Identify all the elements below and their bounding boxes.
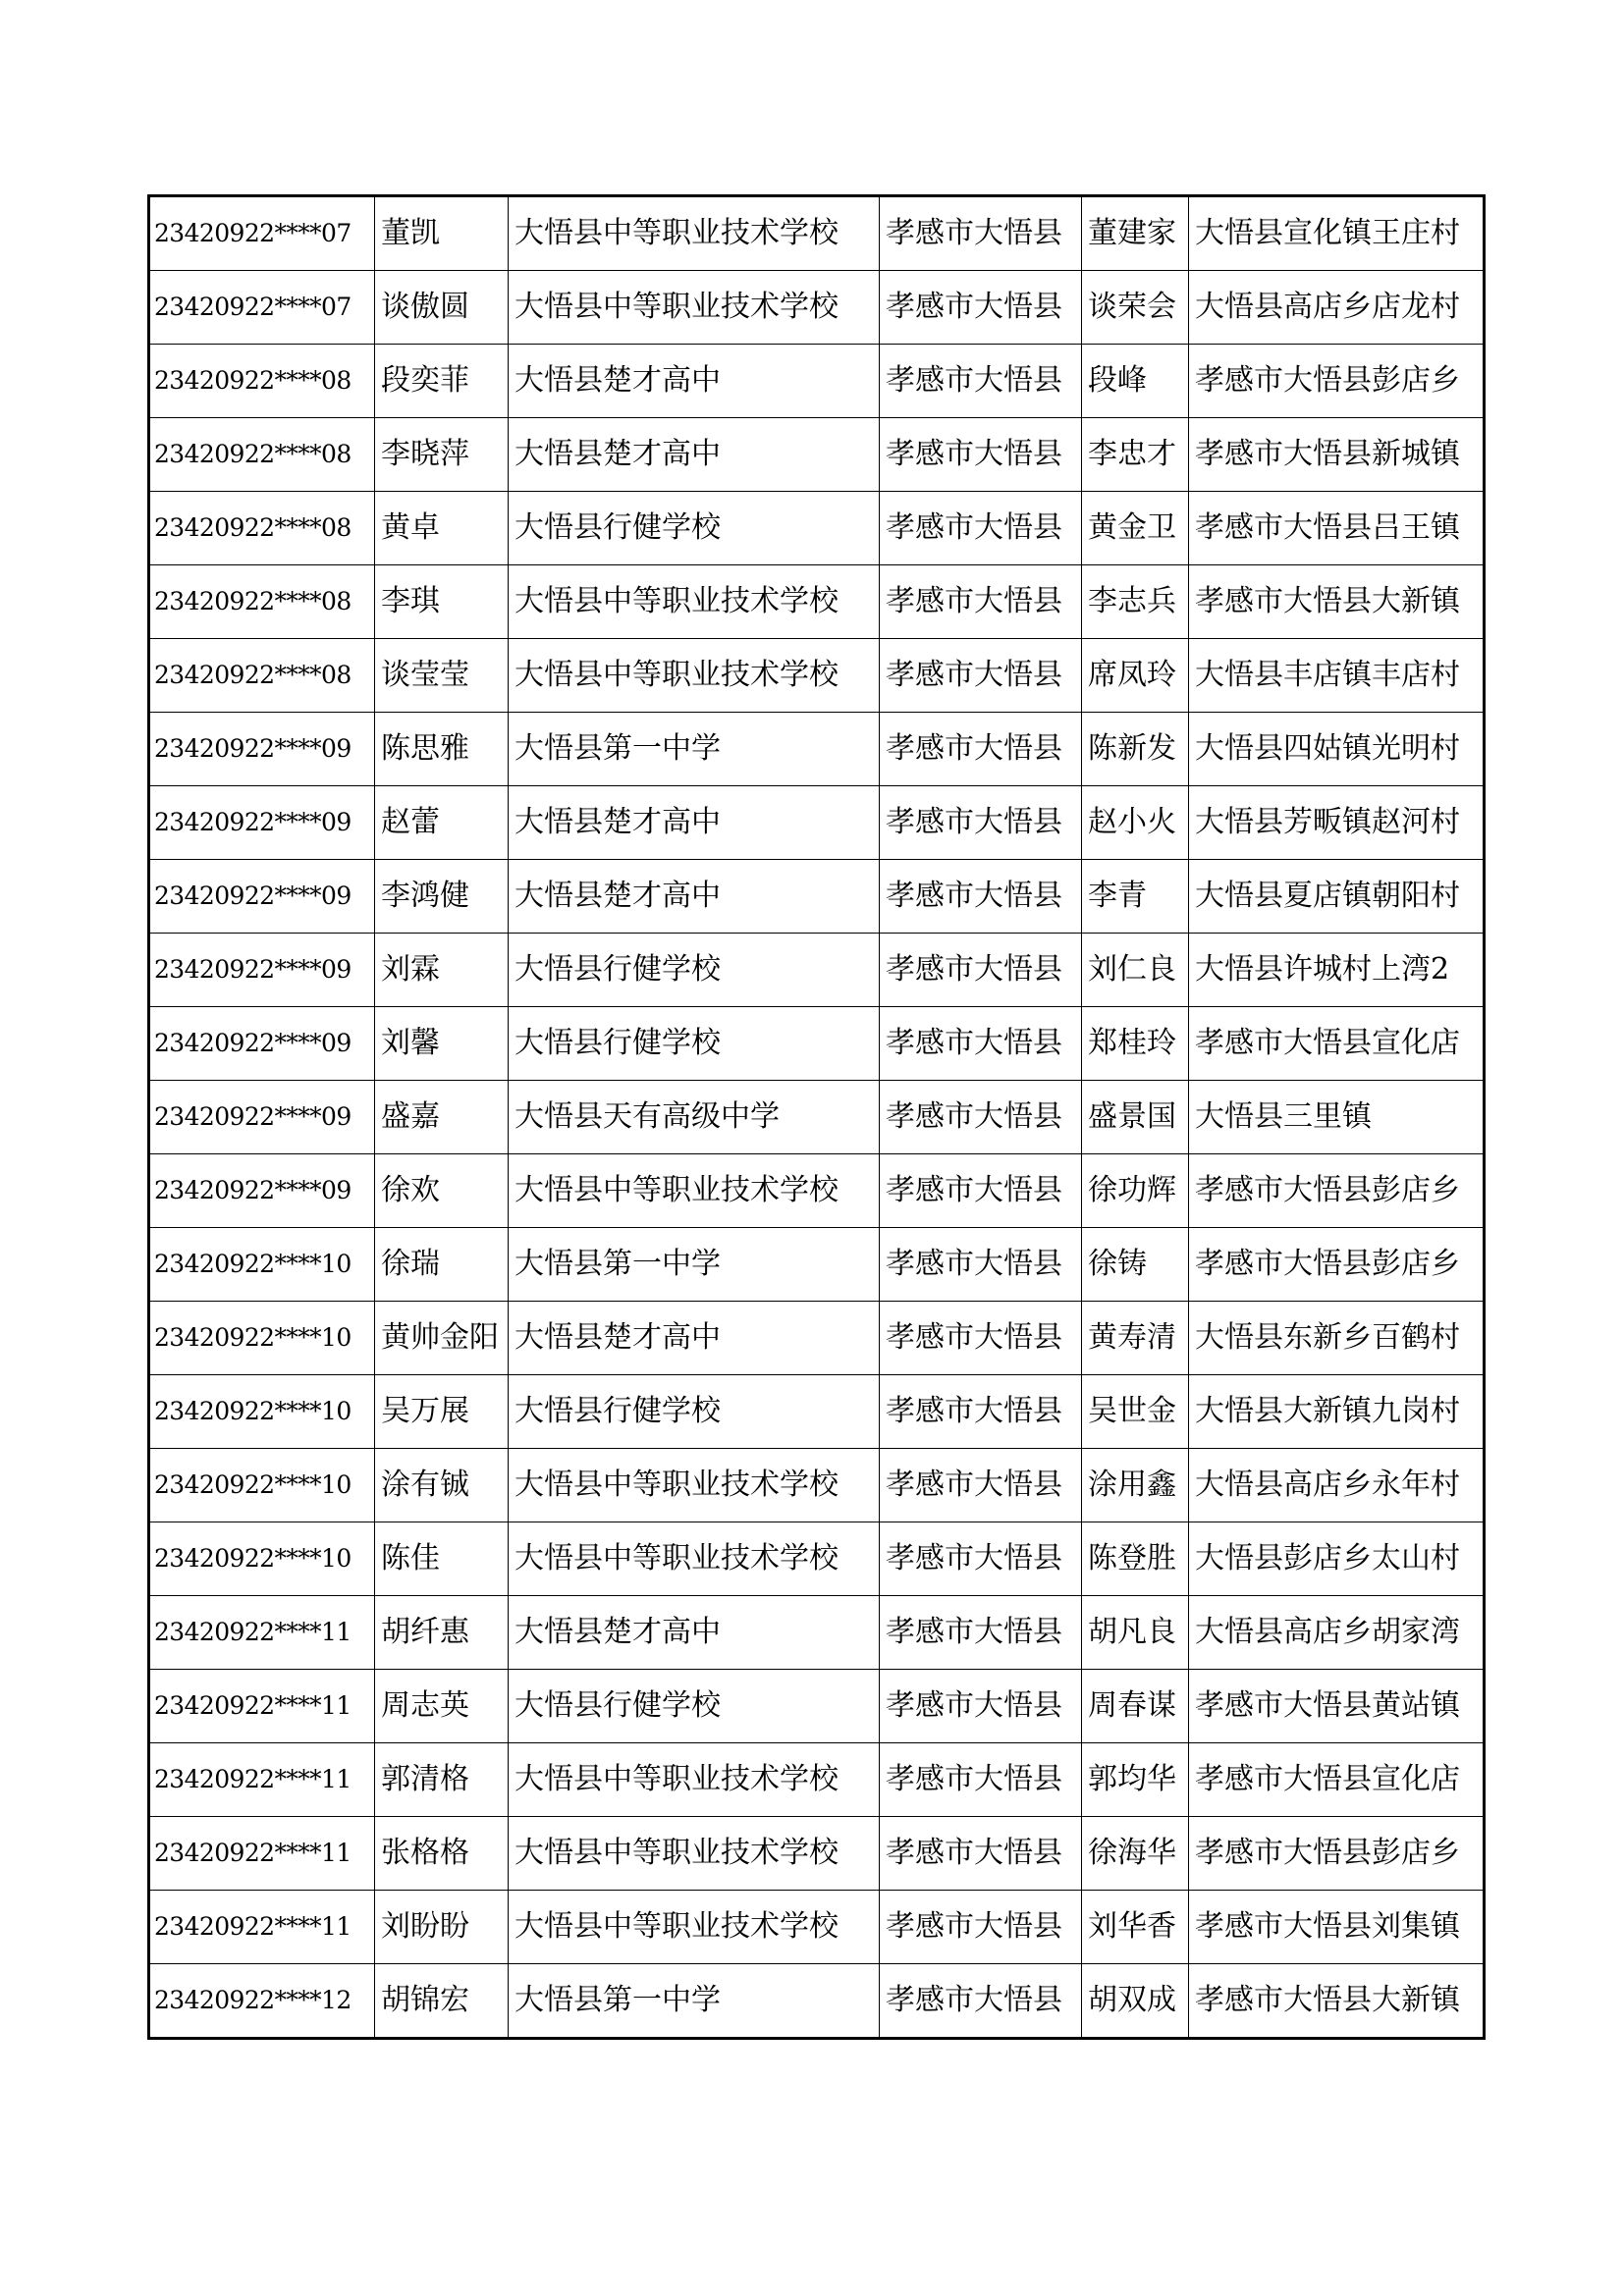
address-cell: 孝感市大悟县吕王镇 [1189, 492, 1485, 565]
name-cell: 徐瑞 [375, 1228, 509, 1302]
id-cell: 23420922****10 [149, 1302, 375, 1375]
address-cell: 孝感市大悟县新城镇 [1189, 418, 1485, 492]
school-cell: 大悟县中等职业技术学校 [509, 196, 880, 271]
address-cell: 大悟县大新镇九岗村 [1189, 1375, 1485, 1449]
name-cell: 刘霖 [375, 934, 509, 1007]
city-cell: 孝感市大悟县 [880, 713, 1082, 786]
name-cell: 李琪 [375, 565, 509, 639]
guardian-cell: 谈荣会 [1082, 271, 1189, 345]
school-cell: 大悟县第一中学 [509, 1228, 880, 1302]
name-cell: 董凯 [375, 196, 509, 271]
city-cell: 孝感市大悟县 [880, 1670, 1082, 1743]
guardian-cell: 陈登胜 [1082, 1522, 1189, 1596]
table-row [149, 1302, 1485, 1375]
table-row [149, 271, 1485, 345]
city-cell: 孝感市大悟县 [880, 1522, 1082, 1596]
guardian-cell: 徐功辉 [1082, 1154, 1189, 1228]
school-cell: 大悟县中等职业技术学校 [509, 1743, 880, 1817]
table-row [149, 1670, 1485, 1743]
guardian-cell: 刘华香 [1082, 1891, 1189, 1964]
address-cell: 大悟县三里镇 [1189, 1081, 1485, 1154]
name-cell: 张格格 [375, 1817, 509, 1891]
city-cell: 孝感市大悟县 [880, 639, 1082, 713]
id-cell: 23420922****10 [149, 1375, 375, 1449]
table-row [149, 1743, 1485, 1817]
guardian-cell: 胡凡良 [1082, 1596, 1189, 1670]
table-row [149, 1007, 1485, 1081]
city-cell: 孝感市大悟县 [880, 786, 1082, 860]
address-cell: 大悟县宣化镇王庄村 [1189, 196, 1485, 271]
id-cell: 23420922****07 [149, 271, 375, 345]
city-cell: 孝感市大悟县 [880, 345, 1082, 418]
table-row [149, 786, 1485, 860]
name-cell: 胡纤惠 [375, 1596, 509, 1670]
table-row [149, 639, 1485, 713]
school-cell: 大悟县行健学校 [509, 1670, 880, 1743]
city-cell: 孝感市大悟县 [880, 1817, 1082, 1891]
address-cell: 孝感市大悟县彭店乡 [1189, 1154, 1485, 1228]
school-cell: 大悟县中等职业技术学校 [509, 1522, 880, 1596]
id-cell: 23420922****10 [149, 1228, 375, 1302]
city-cell: 孝感市大悟县 [880, 934, 1082, 1007]
city-cell: 孝感市大悟县 [880, 1007, 1082, 1081]
address-cell: 大悟县芳畈镇赵河村 [1189, 786, 1485, 860]
id-cell: 23420922****09 [149, 1081, 375, 1154]
guardian-cell: 刘仁良 [1082, 934, 1189, 1007]
city-cell: 孝感市大悟县 [880, 1891, 1082, 1964]
id-cell: 23420922****10 [149, 1449, 375, 1522]
city-cell: 孝感市大悟县 [880, 492, 1082, 565]
school-cell: 大悟县中等职业技术学校 [509, 639, 880, 713]
id-cell: 23420922****08 [149, 565, 375, 639]
city-cell: 孝感市大悟县 [880, 1743, 1082, 1817]
name-cell: 谈莹莹 [375, 639, 509, 713]
guardian-cell: 段峰 [1082, 345, 1189, 418]
name-cell: 郭清格 [375, 1743, 509, 1817]
address-cell: 大悟县丰店镇丰店村 [1189, 639, 1485, 713]
id-cell: 23420922****09 [149, 860, 375, 934]
id-cell: 23420922****08 [149, 345, 375, 418]
address-cell: 孝感市大悟县黄站镇 [1189, 1670, 1485, 1743]
city-cell: 孝感市大悟县 [880, 1449, 1082, 1522]
address-cell: 孝感市大悟县彭店乡 [1189, 345, 1485, 418]
id-cell: 23420922****09 [149, 1007, 375, 1081]
guardian-cell: 胡双成 [1082, 1964, 1189, 2039]
table-row [149, 565, 1485, 639]
guardian-cell: 吴世金 [1082, 1375, 1189, 1449]
city-cell: 孝感市大悟县 [880, 196, 1082, 271]
name-cell: 段奕菲 [375, 345, 509, 418]
guardian-cell: 黄寿清 [1082, 1302, 1189, 1375]
guardian-cell: 李志兵 [1082, 565, 1189, 639]
guardian-cell: 郭均华 [1082, 1743, 1189, 1817]
id-cell: 23420922****12 [149, 1964, 375, 2039]
school-cell: 大悟县中等职业技术学校 [509, 1817, 880, 1891]
school-cell: 大悟县行健学校 [509, 934, 880, 1007]
id-cell: 23420922****11 [149, 1891, 375, 1964]
city-cell: 孝感市大悟县 [880, 860, 1082, 934]
table-row [149, 1375, 1485, 1449]
guardian-cell: 郑桂玲 [1082, 1007, 1189, 1081]
guardian-cell: 周春谋 [1082, 1670, 1189, 1743]
id-cell: 23420922****11 [149, 1670, 375, 1743]
roster-table-body [149, 196, 1485, 2039]
name-cell: 谈傲圆 [375, 271, 509, 345]
guardian-cell: 盛景国 [1082, 1081, 1189, 1154]
table-row [149, 1522, 1485, 1596]
table-row [149, 1228, 1485, 1302]
name-cell: 刘馨 [375, 1007, 509, 1081]
id-cell: 23420922****11 [149, 1596, 375, 1670]
address-cell: 孝感市大悟县大新镇 [1189, 1964, 1485, 2039]
school-cell: 大悟县楚才高中 [509, 860, 880, 934]
name-cell: 李晓萍 [375, 418, 509, 492]
address-cell: 大悟县东新乡百鹤村 [1189, 1302, 1485, 1375]
school-cell: 大悟县中等职业技术学校 [509, 1891, 880, 1964]
city-cell: 孝感市大悟县 [880, 1964, 1082, 2039]
address-cell: 孝感市大悟县彭店乡 [1189, 1228, 1485, 1302]
guardian-cell: 李忠才 [1082, 418, 1189, 492]
school-cell: 大悟县楚才高中 [509, 786, 880, 860]
address-cell: 孝感市大悟县宣化店 [1189, 1007, 1485, 1081]
table-row [149, 1449, 1485, 1522]
guardian-cell: 陈新发 [1082, 713, 1189, 786]
table-row [149, 418, 1485, 492]
name-cell: 陈思雅 [375, 713, 509, 786]
guardian-cell: 涂用鑫 [1082, 1449, 1189, 1522]
address-cell: 孝感市大悟县刘集镇 [1189, 1891, 1485, 1964]
id-cell: 23420922****08 [149, 418, 375, 492]
school-cell: 大悟县楚才高中 [509, 345, 880, 418]
guardian-cell: 李青 [1082, 860, 1189, 934]
id-cell: 23420922****11 [149, 1817, 375, 1891]
city-cell: 孝感市大悟县 [880, 1596, 1082, 1670]
guardian-cell: 席凤玲 [1082, 639, 1189, 713]
school-cell: 大悟县行健学校 [509, 1007, 880, 1081]
table-row [149, 196, 1485, 271]
address-cell: 孝感市大悟县宣化店 [1189, 1743, 1485, 1817]
school-cell: 大悟县天有高级中学 [509, 1081, 880, 1154]
name-cell: 李鸿健 [375, 860, 509, 934]
name-cell: 涂有铖 [375, 1449, 509, 1522]
id-cell: 23420922****10 [149, 1522, 375, 1596]
guardian-cell: 徐海华 [1082, 1817, 1189, 1891]
id-cell: 23420922****08 [149, 639, 375, 713]
name-cell: 刘盼盼 [375, 1891, 509, 1964]
city-cell: 孝感市大悟县 [880, 1302, 1082, 1375]
id-cell: 23420922****09 [149, 934, 375, 1007]
guardian-cell: 赵小火 [1082, 786, 1189, 860]
table-row [149, 1964, 1485, 2039]
school-cell: 大悟县楚才高中 [509, 418, 880, 492]
table-row [149, 345, 1485, 418]
address-cell: 大悟县彭店乡太山村 [1189, 1522, 1485, 1596]
table-row [149, 492, 1485, 565]
address-cell: 孝感市大悟县彭店乡 [1189, 1817, 1485, 1891]
table-row [149, 1081, 1485, 1154]
address-cell: 大悟县夏店镇朝阳村 [1189, 860, 1485, 934]
table-row [149, 1817, 1485, 1891]
id-cell: 23420922****09 [149, 1154, 375, 1228]
name-cell: 胡锦宏 [375, 1964, 509, 2039]
school-cell: 大悟县中等职业技术学校 [509, 1449, 880, 1522]
school-cell: 大悟县中等职业技术学校 [509, 1154, 880, 1228]
name-cell: 黄卓 [375, 492, 509, 565]
id-cell: 23420922****09 [149, 786, 375, 860]
city-cell: 孝感市大悟县 [880, 1081, 1082, 1154]
city-cell: 孝感市大悟县 [880, 271, 1082, 345]
table-row [149, 713, 1485, 786]
address-cell: 大悟县四姑镇光明村 [1189, 713, 1485, 786]
name-cell: 盛嘉 [375, 1081, 509, 1154]
city-cell: 孝感市大悟县 [880, 1228, 1082, 1302]
guardian-cell: 董建家 [1082, 196, 1189, 271]
address-cell: 孝感市大悟县大新镇 [1189, 565, 1485, 639]
name-cell: 吴万展 [375, 1375, 509, 1449]
city-cell: 孝感市大悟县 [880, 1375, 1082, 1449]
address-cell: 大悟县高店乡永年村 [1189, 1449, 1485, 1522]
table-row [149, 860, 1485, 934]
id-cell: 23420922****09 [149, 713, 375, 786]
table-row [149, 934, 1485, 1007]
school-cell: 大悟县中等职业技术学校 [509, 565, 880, 639]
id-cell: 23420922****08 [149, 492, 375, 565]
table-row [149, 1891, 1485, 1964]
school-cell: 大悟县中等职业技术学校 [509, 271, 880, 345]
name-cell: 徐欢 [375, 1154, 509, 1228]
school-cell: 大悟县行健学校 [509, 1375, 880, 1449]
table-row [149, 1154, 1485, 1228]
address-cell: 大悟县许城村上湾2 [1189, 934, 1485, 1007]
name-cell: 陈佳 [375, 1522, 509, 1596]
address-cell: 大悟县高店乡店龙村 [1189, 271, 1485, 345]
name-cell: 赵蕾 [375, 786, 509, 860]
school-cell: 大悟县第一中学 [509, 713, 880, 786]
city-cell: 孝感市大悟县 [880, 565, 1082, 639]
name-cell: 黄帅金阳 [375, 1302, 509, 1375]
roster-table [147, 194, 1486, 2040]
school-cell: 大悟县楚才高中 [509, 1596, 880, 1670]
school-cell: 大悟县楚才高中 [509, 1302, 880, 1375]
name-cell: 周志英 [375, 1670, 509, 1743]
guardian-cell: 徐铸 [1082, 1228, 1189, 1302]
school-cell: 大悟县第一中学 [509, 1964, 880, 2039]
city-cell: 孝感市大悟县 [880, 418, 1082, 492]
city-cell: 孝感市大悟县 [880, 1154, 1082, 1228]
id-cell: 23420922****07 [149, 196, 375, 271]
guardian-cell: 黄金卫 [1082, 492, 1189, 565]
id-cell: 23420922****11 [149, 1743, 375, 1817]
address-cell: 大悟县高店乡胡家湾 [1189, 1596, 1485, 1670]
school-cell: 大悟县行健学校 [509, 492, 880, 565]
table-row [149, 1596, 1485, 1670]
